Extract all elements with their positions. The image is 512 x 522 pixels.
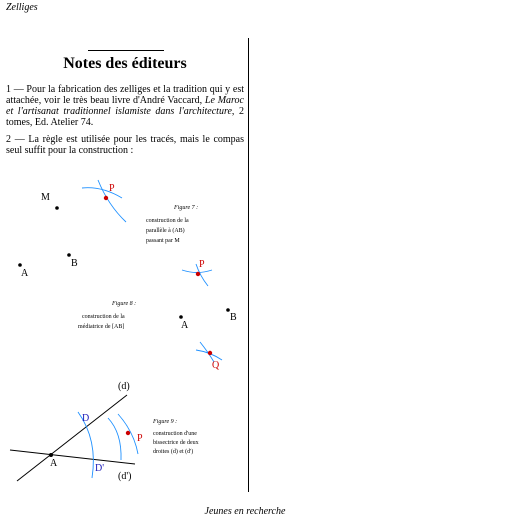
fig9-label-p: P [137, 433, 143, 444]
fig9-label-a: A [50, 458, 58, 469]
fig7-label-a: A [21, 268, 29, 279]
fig7-caption-3: passant par M [146, 238, 180, 244]
fig9-line-d-prime [10, 450, 135, 464]
fig9-point-p [126, 431, 130, 435]
note-2: 2 — La règle est utilisée pour les tracés, mais le compas seul suffit pour la construction : [6, 134, 244, 156]
fig8-point-a [179, 315, 183, 319]
note-1-book-title: Le Maroc et l'artisanat traditionnel islamiste dans l'architecture [6, 95, 244, 117]
fig8-caption-2: médiatrice de [AB] [78, 324, 125, 330]
fig7-point-m [55, 206, 59, 210]
fig9-caption-3: droites (d) et (d') [153, 449, 194, 455]
fig9-label-d-prime: (d') [118, 471, 132, 482]
fig7-point-a [18, 263, 22, 267]
notes-title: Notes des éditeurs [63, 55, 187, 72]
fig8-label-q: Q [212, 360, 220, 371]
fig7-caption-1: construction de la [146, 218, 189, 224]
fig8-title: Figure 8 : [112, 301, 137, 307]
fig9-label-dd: D [82, 413, 90, 424]
figure-7 [18, 180, 198, 279]
fig7-caption-2: parallèle à (AB) [146, 228, 185, 234]
figure-9 [10, 381, 199, 482]
fig7-label-m: M [41, 192, 50, 203]
fig8-label-b: B [230, 312, 237, 323]
fig9-label-dd-prime: D' [95, 463, 105, 474]
fig8-point-p [196, 272, 200, 276]
fig9-caption-2: bissectrice de deux [153, 440, 199, 446]
fig9-arc-2 [108, 418, 121, 460]
running-footer: Jeunes en recherche [204, 506, 286, 517]
fig9-title: Figure 9 : [153, 419, 178, 425]
note-1-details: , 2 tomes, Ed. Atelier 74. [6, 106, 245, 128]
fig7-title: Figure 7 : [174, 205, 199, 211]
fig9-caption-1: construction d'une [153, 431, 197, 437]
fig8-caption-1: construction de la [82, 314, 125, 320]
fig7-point-p [104, 196, 108, 200]
fig9-line-d [17, 395, 127, 481]
figure-8 [78, 259, 237, 371]
running-header: Zelliges [6, 2, 38, 13]
fig8-label-p: P [199, 259, 205, 270]
fig9-point-a [49, 453, 53, 457]
fig7-point-b [67, 253, 71, 257]
fig9-label-d: (d) [118, 381, 130, 392]
fig7-label-p: P [109, 183, 115, 194]
note-1-intro: 1 — Pour la fabrication des zelliges et la tradition qui y est attachée, voir le très beau livre d'André Vaccard, [6, 84, 244, 106]
fig8-point-q [208, 351, 212, 355]
fig7-label-b: B [71, 258, 78, 269]
fig8-label-a: A [181, 320, 189, 331]
